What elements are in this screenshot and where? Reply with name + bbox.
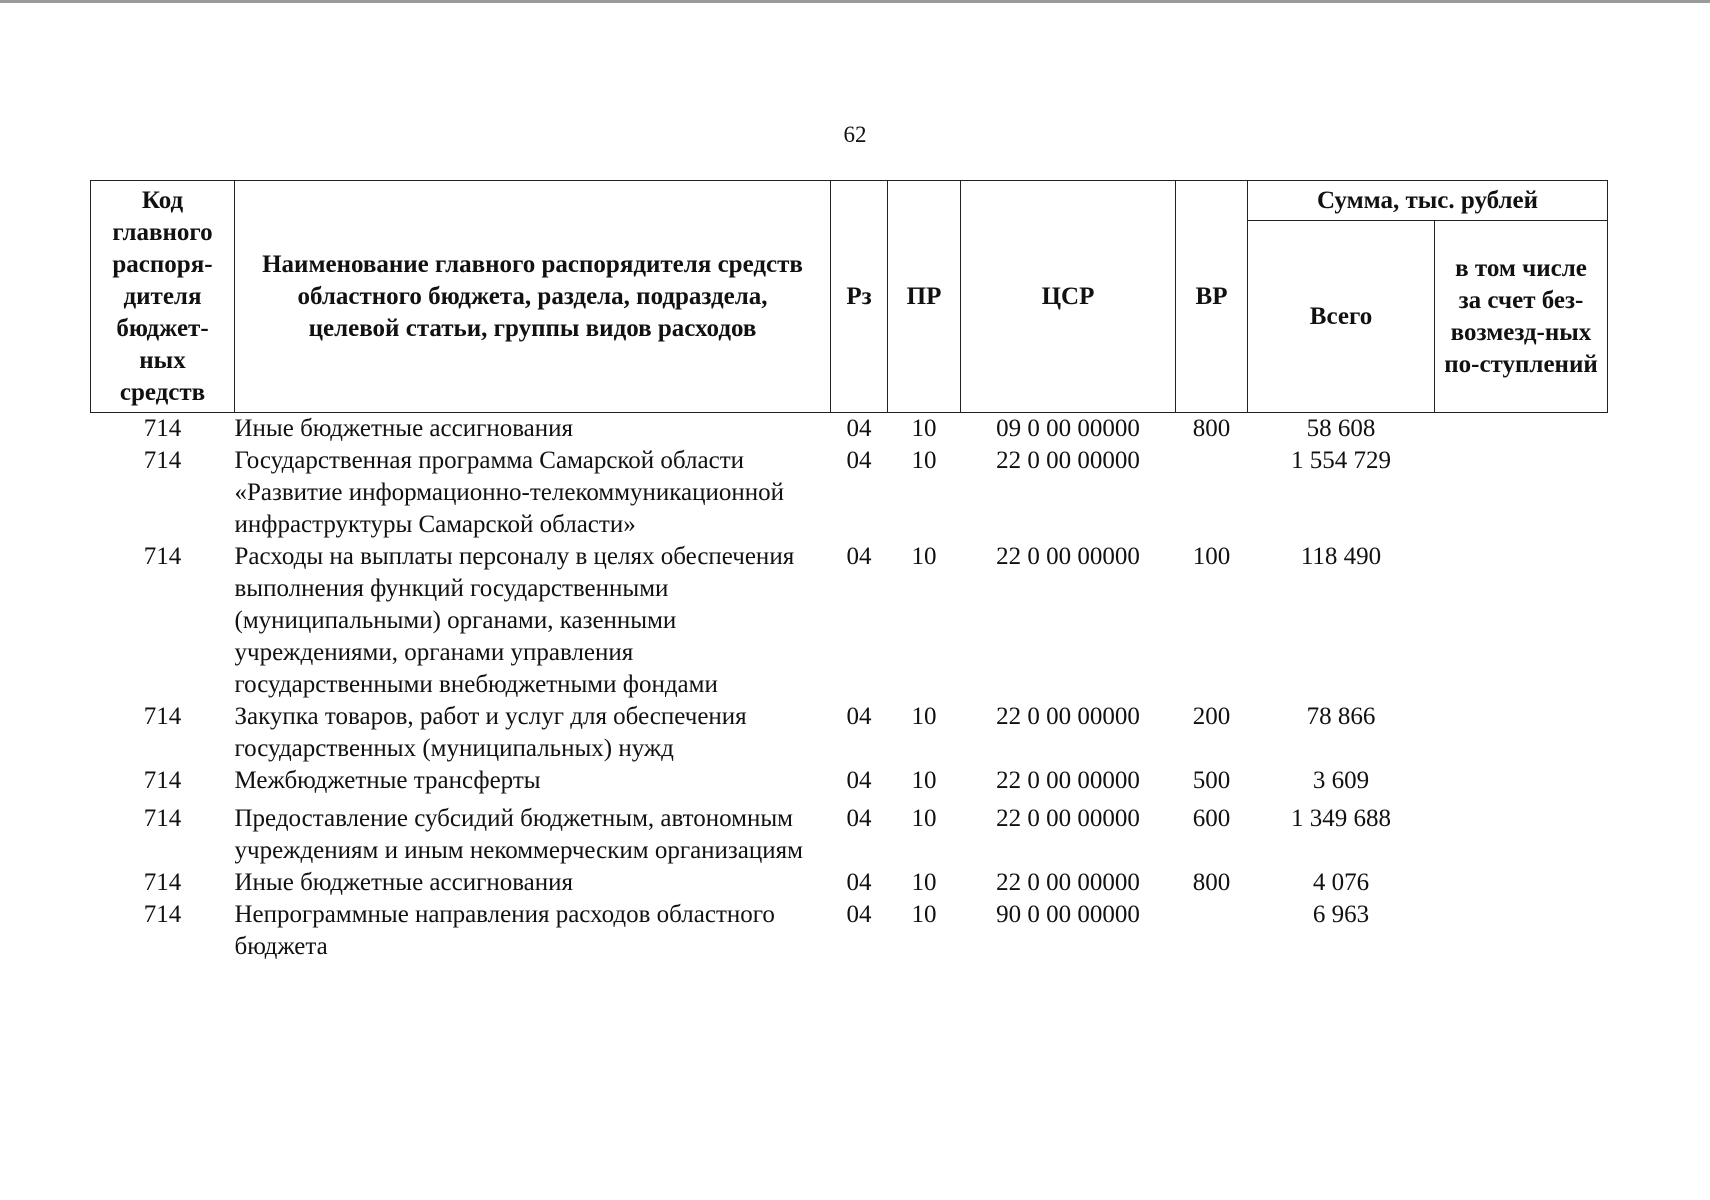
header-code: Код главного распоря-дителя бюджет-ных средств [91,181,235,413]
table-row [91,803,1608,867]
cell-total: 1 554 729 [1291,447,1391,474]
cell-pr: 10 [911,543,937,570]
cell-rz: 04 [846,703,872,730]
table-body [91,413,1608,964]
cell-rz: 04 [846,767,872,794]
table-row [91,445,1608,541]
cell-vr: 800 [1192,415,1231,442]
cell-name: Расходы на выплаты персоналу в целях обеспечения выполнения функций государственными (муниципальными) органами, казенными учреждениями, органами управления государственными внебюджетными фондами [234,543,795,698]
cell-total: 1 349 688 [1291,805,1391,832]
cell-pr: 10 [911,415,937,442]
budget-table [90,180,1608,963]
table-row [91,701,1608,765]
cell-csr: 22 0 00 00000 [996,869,1140,896]
header-rz: Рз [831,181,888,413]
cell-name: Межбюджетные трансферты [234,767,541,794]
cell-vr: 600 [1192,805,1231,832]
cell-name: Иные бюджетные ассигнования [234,415,574,442]
cell-code: 714 [143,543,182,570]
cell-incl [1435,765,1608,803]
cell-vr [1176,899,1248,963]
cell-rz: 04 [846,543,872,570]
cell-incl [1435,413,1608,446]
cell-code: 714 [143,805,182,832]
cell-csr: 22 0 00 00000 [996,703,1140,730]
cell-rz: 04 [846,447,872,474]
cell-pr: 10 [911,805,937,832]
cell-rz: 04 [846,805,872,832]
cell-csr: 22 0 00 00000 [996,805,1140,832]
cell-name: Закупка товаров, работ и услуг для обеспечения государственных (муниципальных) нужд [234,703,747,762]
header-sum-group: Сумма, тыс. рублей [1248,181,1608,221]
cell-rz: 04 [846,901,872,928]
cell-total: 58 608 [1306,415,1376,442]
cell-total: 78 866 [1306,703,1376,730]
cell-code: 714 [143,415,182,442]
cell-code: 714 [143,703,182,730]
cell-csr: 09 0 00 00000 [996,415,1140,442]
page-top-edge [0,0,1710,3]
table-row [91,765,1608,803]
cell-incl [1435,701,1608,765]
cell-csr: 22 0 00 00000 [996,543,1140,570]
cell-vr: 800 [1192,869,1231,896]
cell-vr: 500 [1192,767,1231,794]
cell-code: 714 [143,901,182,928]
cell-name: Иные бюджетные ассигнования [234,869,574,896]
cell-incl [1435,541,1608,701]
cell-incl [1435,867,1608,899]
cell-incl [1435,445,1608,541]
cell-total: 3 609 [1312,767,1370,794]
cell-code: 714 [143,767,182,794]
page-number: 62 [843,122,867,147]
cell-total: 118 490 [1300,543,1382,570]
cell-pr: 10 [911,869,937,896]
header-csr: ЦСР [961,181,1176,413]
cell-code: 714 [143,447,182,474]
header-vr: ВР [1176,181,1248,413]
cell-vr: 100 [1192,543,1231,570]
table-row [91,899,1608,963]
cell-incl [1435,803,1608,867]
cell-code: 714 [143,869,182,896]
cell-csr: 22 0 00 00000 [996,767,1140,794]
cell-name: Предоставление субсидий бюджетным, автономным учреждениям и иным некоммерческим организациям [234,805,803,864]
cell-pr: 10 [911,901,937,928]
cell-pr: 10 [911,767,937,794]
table-row [91,413,1608,446]
cell-total: 6 963 [1312,901,1370,928]
cell-csr: 90 0 00 00000 [996,901,1140,928]
cell-incl [1435,899,1608,963]
table-header [91,181,1608,413]
header-pr: ПР [888,181,961,413]
table-row [91,541,1608,701]
cell-csr: 22 0 00 00000 [996,447,1140,474]
header-name: Наименование главного распорядителя средств областного бюджета, раздела, подраздела, целевой статьи, группы видов расходов [235,181,831,413]
cell-vr [1176,445,1248,541]
cell-vr: 200 [1192,703,1231,730]
cell-rz: 04 [846,869,872,896]
cell-name: Непрограммные направления расходов областного бюджета [234,901,775,960]
header-incl: в том числе за счет без-возмезд-ных по-ступлений [1435,221,1608,413]
cell-rz: 04 [846,415,872,442]
cell-name: Государственная программа Самарской области «Развитие информационно-телекоммуникационной инфраструктуры Самарской области» [234,447,785,538]
header-total: Всего [1248,221,1435,413]
cell-total: 4 076 [1312,869,1370,896]
cell-pr: 10 [911,703,937,730]
table-row [91,867,1608,899]
cell-pr: 10 [911,447,937,474]
